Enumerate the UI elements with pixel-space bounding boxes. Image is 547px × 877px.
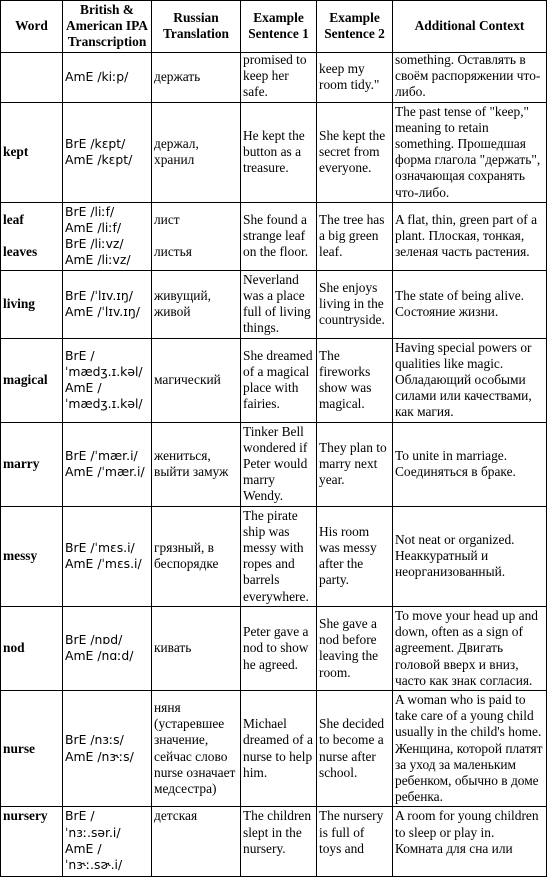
ipa-cell: BrE /ˈlɪv.ɪŋ/ AmE /ˈlɪv.ɪŋ/ — [63, 270, 152, 338]
table-row — [1, 422, 547, 506]
context-cell — [393, 52, 547, 102]
header-russian: Russian Translation — [152, 1, 241, 53]
russian-cell: лист листья — [152, 202, 241, 270]
word-cell: leaf leaves — [1, 202, 63, 270]
table-row — [1, 807, 547, 877]
word-cell: magical — [1, 338, 63, 422]
table-row — [1, 606, 547, 690]
russian-cell: держать — [152, 52, 241, 102]
table-row — [1, 52, 547, 102]
ipa-cell: BrE /kɛpt/ AmE /kɛpt/ — [63, 102, 152, 202]
example-2-cell: She decided to become a nurse after school. — [317, 690, 393, 806]
example-2-cell: She kept the secret from everyone. — [317, 102, 393, 202]
ipa-cell: AmE /kiːp/ — [63, 52, 152, 102]
example-1-cell: She found a strange leaf on the floor. — [241, 202, 317, 270]
context-cell: Not neat or organized. Неаккуратный и неорганизованный. — [393, 506, 547, 606]
example-1-cell: The children slept in the nursery. — [241, 807, 317, 877]
example-2-cell: The nursery is full of toys and — [317, 807, 393, 877]
example-2-cell: The fireworks show was magical. — [317, 338, 393, 422]
example-1-cell: She dreamed of a magical place with fairies. — [241, 338, 317, 422]
russian-cell: грязный, в беспорядке — [152, 506, 241, 606]
word-cell: messy — [1, 506, 63, 606]
header-ipa: British & American IPA Transcription — [63, 1, 152, 53]
header-word: Word — [1, 1, 63, 53]
russian-cell: жениться, выйти замуж — [152, 422, 241, 506]
context-cell: A woman who is paid to take care of a young child usually in the child's home. Женщина, которой платят за уход за маленьким ребенком, обычно в доме ребенка. — [393, 690, 547, 806]
example-2-cell: They plan to marry next year. — [317, 422, 393, 506]
word-cell: living — [1, 270, 63, 338]
example-2-cell: The tree has a big green leaf. — [317, 202, 393, 270]
context-text: something. Оставлять в своём распоряжении что-либо. — [395, 51, 541, 100]
russian-cell: няня (устаревшее значение, сейчас слово nurse означает медсестра) — [152, 690, 241, 806]
ipa-cell: BrE / ˈmædʒ.ɪ.kəl/ AmE / ˈmædʒ.ɪ.kəl/ — [63, 338, 152, 422]
word-cell: nursery — [1, 807, 63, 877]
context-cell: Having special powers or qualities like magic. Обладающий особыми силами или качествами, как магия. — [393, 338, 547, 422]
context-cell: To unite in marriage. Соединяться в браке. — [393, 422, 547, 506]
russian-cell: держал, хранил — [152, 102, 241, 202]
example-1-cell — [241, 52, 317, 102]
example-1-text: promised to keep her safe. — [243, 51, 307, 100]
table-row — [1, 270, 547, 338]
example-2-cell: She gave a nod before leaving the room. — [317, 606, 393, 690]
ipa-cell: BrE /nɒd/ AmE /nɑːd/ — [63, 606, 152, 690]
context-cell: A flat, thin, green part of a plant. Плоская, тонкая, зеленая часть растения. — [393, 202, 547, 270]
russian-cell: детская — [152, 807, 241, 877]
context-cell: The state of being alive. Состояние жизни. — [393, 270, 547, 338]
example-2-cell: His room was messy after the party. — [317, 506, 393, 606]
header-example-2: Example Sentence 2 — [317, 1, 393, 53]
example-1-cell: Neverland was a place full of living things. — [241, 270, 317, 338]
table-row — [1, 690, 547, 806]
ipa-cell: BrE /ˈmær.i/ AmE /ˈmær.i/ — [63, 422, 152, 506]
header-example-1: Example Sentence 1 — [241, 1, 317, 53]
word-cell — [1, 52, 63, 102]
word-cell: nurse — [1, 690, 63, 806]
header-row — [1, 1, 547, 53]
table-row — [1, 338, 547, 422]
table-row — [1, 102, 547, 202]
example-2-cell: keep my room tidy." — [317, 52, 393, 102]
example-1-cell: Tinker Bell wondered if Peter would marry Wendy. — [241, 422, 317, 506]
context-cell: A room for young children to sleep or play in. Комната для сна или — [393, 807, 547, 877]
context-cell: The past tense of "keep," meaning to retain something. Прошедшая форма глагола "держать", означающая сохранять что-либо. — [393, 102, 547, 202]
ipa-cell: BrE /nɜːs/ AmE /nɝːs/ — [63, 690, 152, 806]
ipa-cell: BrE /ˈnɜː.sər.i/ AmE / ˈnɝː.sɚ.i/ — [63, 807, 152, 877]
context-cell: To move your head up and down, often as a sign of agreement. Двигать головой вверх и вниз, часто как знак согласия. — [393, 606, 547, 690]
word-cell: marry — [1, 422, 63, 506]
russian-cell: магический — [152, 338, 241, 422]
word-cell: nod — [1, 606, 63, 690]
example-1-cell: Michael dreamed of a nurse to help him. — [241, 690, 317, 806]
table-row — [1, 202, 547, 270]
example-1-cell: The pirate ship was messy with ropes and barrels everywhere. — [241, 506, 317, 606]
word-cell: kept — [1, 102, 63, 202]
table-row — [1, 506, 547, 606]
russian-cell: живущий, живой — [152, 270, 241, 338]
header-context: Additional Context — [393, 1, 547, 53]
example-1-cell: He kept the button as a treasure. — [241, 102, 317, 202]
example-2-cell: She enjoys living in the countryside. — [317, 270, 393, 338]
ipa-cell: BrE /liːf/ AmE /liːf/ BrE /liːvz/ AmE /liːvz/ — [63, 202, 152, 270]
russian-cell: кивать — [152, 606, 241, 690]
ipa-cell: BrE /ˈmɛs.i/ AmE /ˈmɛs.i/ — [63, 506, 152, 606]
example-1-cell: Peter gave a nod to show he agreed. — [241, 606, 317, 690]
